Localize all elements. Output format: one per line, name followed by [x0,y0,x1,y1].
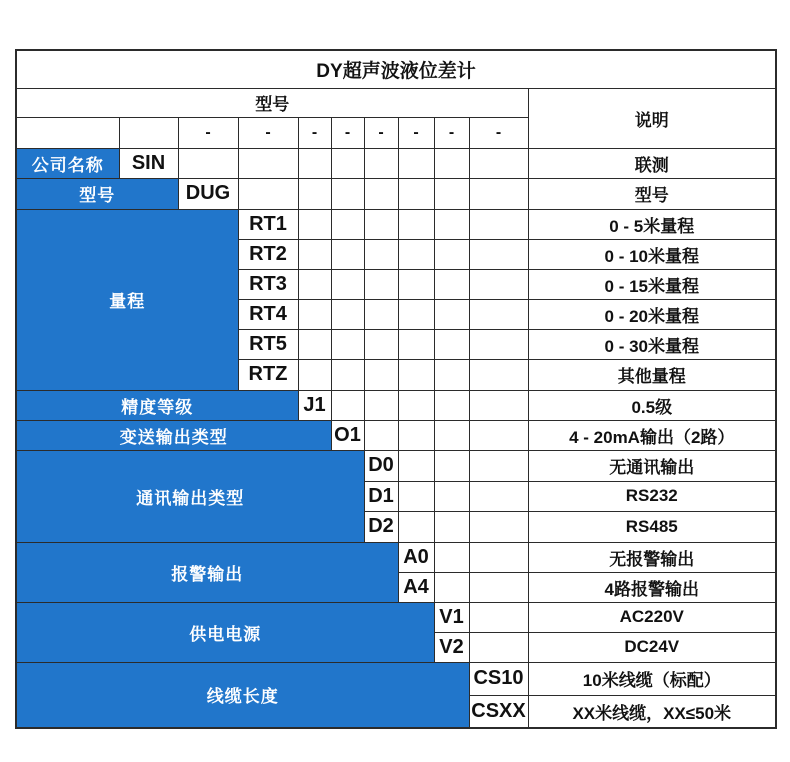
empty-cell [398,209,434,239]
code-cell: J1 [298,390,331,420]
empty-cell [238,148,298,178]
category-cell-transmit-output: 变送输出类型 [16,420,331,450]
empty-cell [398,239,434,269]
dash-cell: - [298,117,331,148]
row-power-v1 [16,602,776,632]
desc-cell: RS485 [528,511,776,542]
empty-cell [469,420,528,450]
empty-cell [364,299,398,329]
empty-cell [364,329,398,359]
title-row [16,50,776,88]
desc-cell: AC220V [528,602,776,632]
empty-cell [434,450,469,481]
code-cell: RT4 [238,299,298,329]
empty-cell [364,359,398,390]
empty-cell [469,178,528,209]
empty-cell [398,511,434,542]
empty-cell [398,299,434,329]
code-cell: A4 [398,572,434,602]
empty-cell [364,239,398,269]
empty-cell [298,148,331,178]
empty-cell [434,390,469,420]
empty-cell [298,239,331,269]
row-company [16,148,776,178]
empty-cell [434,178,469,209]
empty-cell [434,148,469,178]
empty-cell [298,209,331,239]
code-cell: CS10 [469,662,528,695]
row-accuracy [16,390,776,420]
empty-cell [434,209,469,239]
dash-cell: - [238,117,298,148]
empty-cell [364,390,398,420]
code-cell: DUG [178,178,238,209]
table-title: DY超声波液位差计 [16,50,776,88]
empty-cell [178,148,238,178]
desc-cell: 0 - 5米量程 [528,209,776,239]
row-alarm-a0 [16,542,776,572]
dash-cell: - [434,117,469,148]
code-cell: A0 [398,542,434,572]
row-model [16,178,776,209]
code-cell: RT3 [238,269,298,299]
empty-cell [298,299,331,329]
category-cell-range: 量程 [16,209,238,390]
category-cell-cable-length: 线缆长度 [16,662,469,728]
empty-cell [16,117,119,148]
header-row [16,88,776,117]
empty-cell [434,420,469,450]
code-cell: RTZ [238,359,298,390]
empty-cell [298,359,331,390]
code-cell: V1 [434,602,469,632]
desc-cell: 0 - 30米量程 [528,329,776,359]
empty-cell [434,299,469,329]
code-cell: D1 [364,481,398,511]
row-transmit-output [16,420,776,450]
empty-cell [434,542,469,572]
empty-cell [331,299,364,329]
code-cell: SIN [119,148,178,178]
empty-cell [298,269,331,299]
empty-cell [398,359,434,390]
desc-cell: 0 - 15米量程 [528,269,776,299]
dash-cell: - [331,117,364,148]
empty-cell [434,359,469,390]
empty-cell [331,359,364,390]
desc-cell: 型号 [528,178,776,209]
empty-cell [398,148,434,178]
empty-cell [434,572,469,602]
empty-cell [298,329,331,359]
empty-cell [469,359,528,390]
empty-cell [238,178,298,209]
empty-cell [364,178,398,209]
empty-cell [469,542,528,572]
desc-cell: 0 - 20米量程 [528,299,776,329]
model-header: 型号 [16,88,528,117]
empty-cell [469,148,528,178]
code-cell: D0 [364,450,398,481]
category-cell-alarm-output: 报警输出 [16,542,398,602]
desc-cell: 无通讯输出 [528,450,776,481]
empty-cell [398,329,434,359]
desc-cell: 0 - 10米量程 [528,239,776,269]
empty-cell [469,269,528,299]
dash-cell: - [398,117,434,148]
desc-cell: 联测 [528,148,776,178]
empty-cell [364,420,398,450]
empty-cell [469,481,528,511]
empty-cell [331,148,364,178]
empty-cell [469,450,528,481]
empty-cell [331,269,364,299]
model-selection-table [15,49,777,729]
empty-cell [119,117,178,148]
code-cell: D2 [364,511,398,542]
dash-cell: - [364,117,398,148]
desc-cell: RS232 [528,481,776,511]
empty-cell [469,299,528,329]
empty-cell [331,178,364,209]
desc-cell: 其他量程 [528,359,776,390]
empty-cell [469,511,528,542]
empty-cell [398,450,434,481]
empty-cell [434,269,469,299]
desc-cell: DC24V [528,632,776,662]
category-cell-accuracy: 精度等级 [16,390,298,420]
dash-cell: - [178,117,238,148]
empty-cell [434,511,469,542]
empty-cell [434,329,469,359]
code-cell: CSXX [469,695,528,728]
empty-cell [434,239,469,269]
empty-cell [364,209,398,239]
empty-cell [364,148,398,178]
category-cell-company: 公司名称 [16,148,119,178]
empty-cell [469,602,528,632]
dash-cell: - [469,117,528,148]
code-cell: RT1 [238,209,298,239]
empty-cell [331,209,364,239]
desc-cell: 10米线缆（标配） [528,662,776,695]
category-cell-power: 供电电源 [16,602,434,662]
empty-cell [469,329,528,359]
empty-cell [398,420,434,450]
empty-cell [331,239,364,269]
code-cell: O1 [331,420,364,450]
desc-cell: 4路报警输出 [528,572,776,602]
desc-cell: 无报警输出 [528,542,776,572]
empty-cell [364,269,398,299]
empty-cell [331,390,364,420]
empty-cell [434,481,469,511]
empty-cell [298,178,331,209]
empty-cell [398,178,434,209]
empty-cell [469,632,528,662]
desc-cell: 4 - 20mA输出（2路） [528,420,776,450]
empty-cell [398,269,434,299]
code-cell: RT2 [238,239,298,269]
empty-cell [469,239,528,269]
row-cable-cs10 [16,662,776,695]
category-cell-model: 型号 [16,178,178,209]
empty-cell [398,390,434,420]
desc-cell: XX米线缆，XX≤50米 [528,695,776,728]
category-cell-comm-output: 通讯输出类型 [16,450,364,542]
empty-cell [469,390,528,420]
desc-cell: 0.5级 [528,390,776,420]
code-cell: V2 [434,632,469,662]
empty-cell [469,572,528,602]
row-comm-d0 [16,450,776,481]
empty-cell [469,209,528,239]
code-cell: RT5 [238,329,298,359]
row-range-rt1 [16,209,776,239]
empty-cell [331,329,364,359]
description-header: 说明 [528,88,776,148]
empty-cell [398,481,434,511]
